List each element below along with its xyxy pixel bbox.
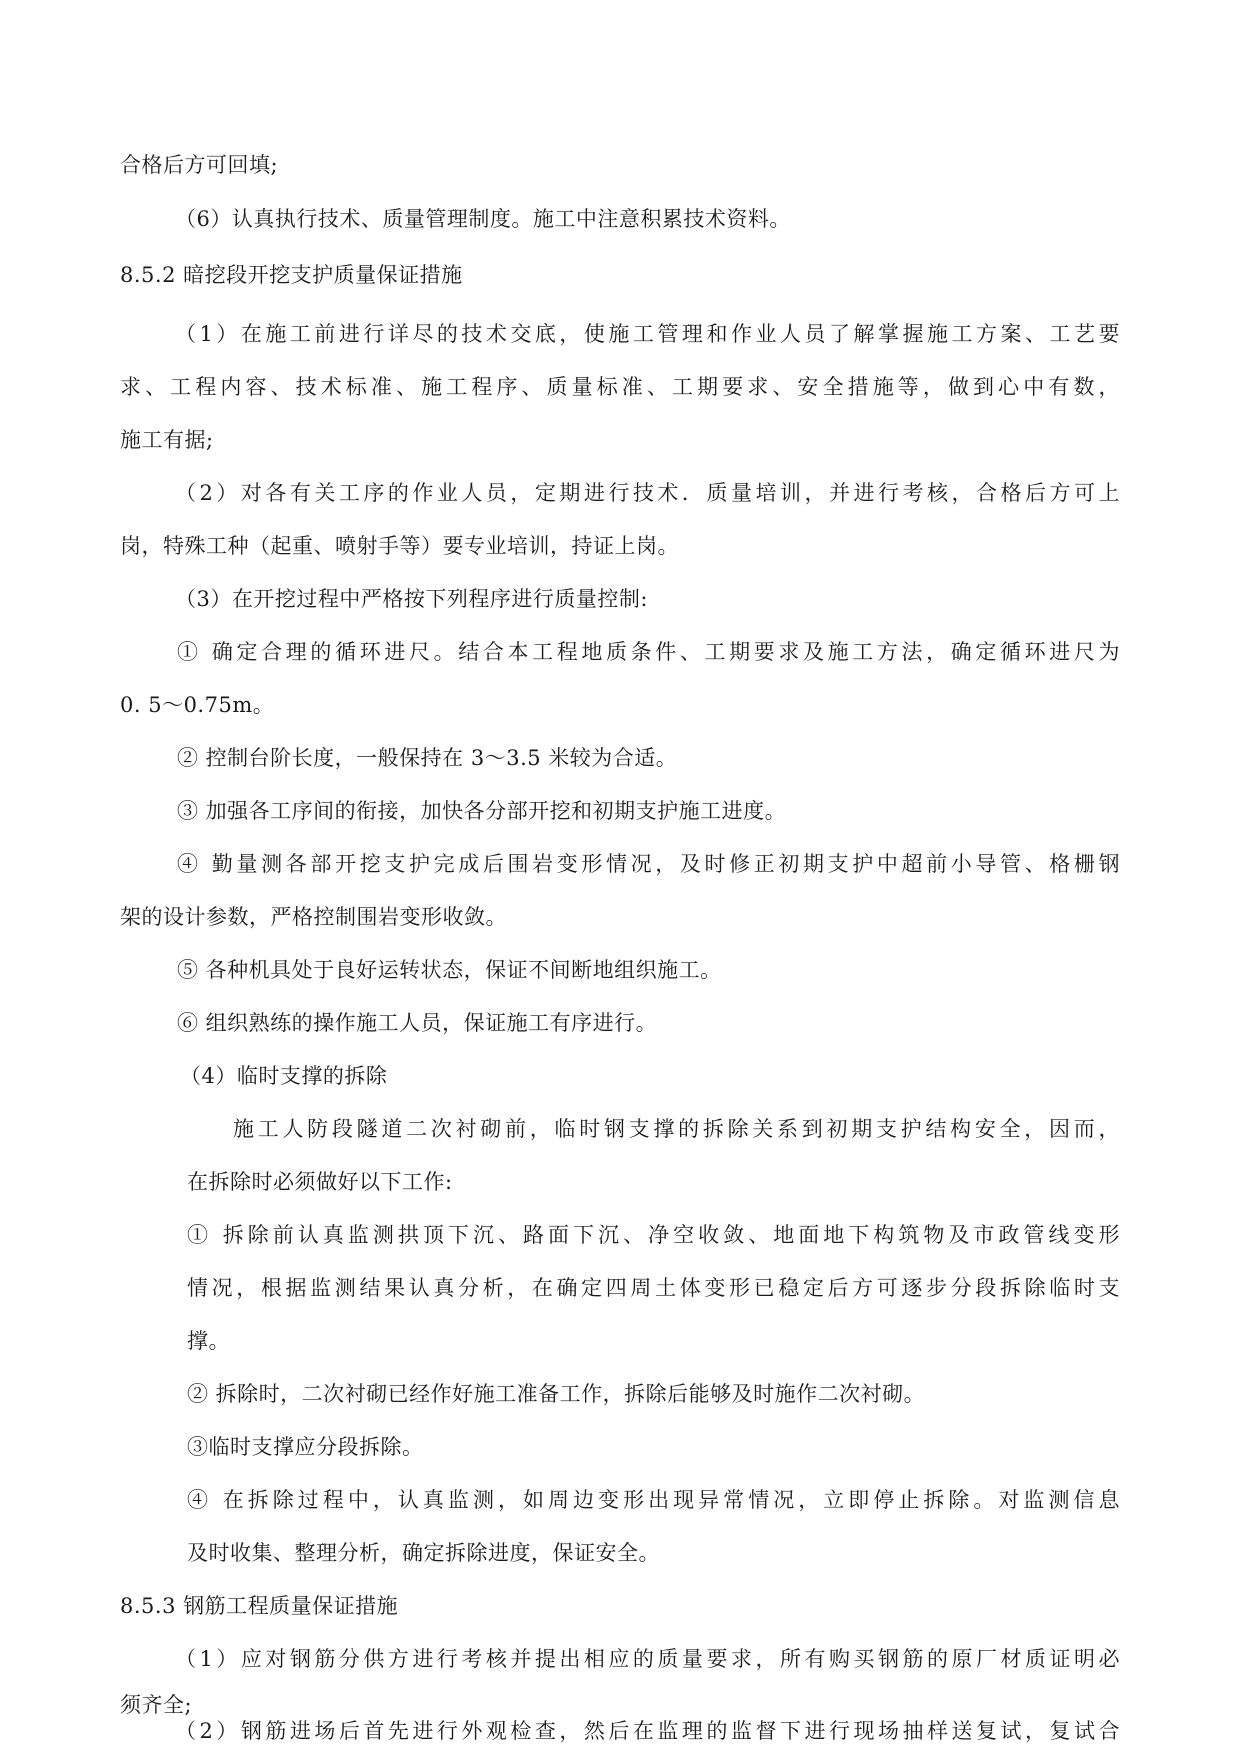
text-line-19: 施工人防段隧道二次衬砌前，临时钢支撑的拆除关系到初期支护结构安全，因而， — [233, 1117, 1120, 1141]
text-line-29: （1）应对钢筋分供方进行考核并提出相应的质量要求，所有购买钢筋的原厂材质证明必 — [175, 1647, 1120, 1671]
text-line-24: ② 拆除时，二次衬砌已经作好施工准备工作，拆除后能够及时施作二次衬砌。 — [187, 1382, 926, 1406]
text-line-5: 求、工程内容、技术标准、施工程序、质量标准、工期要求、安全措施等，做到心中有数， — [120, 375, 1120, 399]
text-line-12: ② 控制台阶长度，一般保持在 3～3.5 米较为合适。 — [177, 746, 678, 770]
text-line-21: ① 拆除前认真监测拱顶下沉、路面下沉、净空收敛、地面地下构筑物及市政管线变形 — [187, 1223, 1120, 1247]
text-line-20: 在拆除时必须做好以下工作: — [187, 1170, 453, 1194]
text-line-26: ④ 在拆除过程中，认真监测，如周边变形出现异常情况，立即停止拆除。对监测信息 — [187, 1488, 1120, 1512]
text-line-2: （6）认真执行技术、质量管理制度。施工中注意积累技术资料。 — [175, 207, 791, 231]
text-line-7: （2）对各有关工序的作业人员，定期进行技术．质量培训，并进行考核，合格后方可上 — [175, 481, 1120, 505]
text-line-14: ④ 勤量测各部开挖支护完成后围岩变形情况，及时修正初期支护中超前小导管、格栅钢 — [177, 852, 1120, 876]
text-line-16: ⑤ 各种机具处于良好运转状态，保证不间断地组织施工。 — [177, 958, 722, 982]
text-line-17: ⑥ 组织熟练的操作施工人员，保证施工有序进行。 — [177, 1011, 658, 1035]
text-line-22: 情况，根据监测结果认真分析，在确定四周土体变形已稳定后方可逐步分段拆除临时支 — [187, 1276, 1120, 1300]
text-line-4: （1）在施工前进行详尽的技术交底，使施工管理和作业人员了解掌握施工方案、工艺要 — [175, 322, 1120, 346]
text-line-30: 须齐全; — [120, 1693, 193, 1717]
text-line-13: ③ 加强各工序间的衔接，加快各分部开挖和初期支护施工进度。 — [177, 799, 787, 823]
section-heading-8-5-2: 8.5.2 暗挖段开挖支护质量保证措施 — [120, 263, 463, 287]
text-line-10: ① 确定合理的循环进尺。结合本工程地质条件、工期要求及施工方法，确定循环进尺为 — [177, 640, 1120, 664]
text-line-15: 架的设计参数，严格控制围岩变形收敛。 — [120, 905, 507, 929]
text-line-1: 合格后方可回填; — [120, 153, 279, 177]
section-heading-8-5-3: 8.5.3 钢筋工程质量保证措施 — [120, 1594, 399, 1618]
text-line-23: 撑。 — [187, 1329, 230, 1353]
text-line-25: ③临时支撑应分段拆除。 — [187, 1435, 424, 1459]
text-line-18: （4）临时支撑的拆除 — [180, 1064, 388, 1088]
text-line-8: 岗，特殊工种（起重、喷射手等）要专业培训，持证上岗。 — [120, 534, 679, 558]
text-line-11: 0. 5～0.75m。 — [120, 693, 275, 717]
text-line-27: 及时收集、整理分析，确定拆除进度，保证安全。 — [187, 1541, 660, 1565]
text-line-9: （3）在开挖过程中严格按下列程序进行质量控制: — [175, 587, 648, 611]
text-line-6: 施工有据; — [120, 428, 214, 452]
text-line-31: （2）钢筋进场后首先进行外观检查，然后在监理的监督下进行现场抽样送复试，复试合 — [175, 1719, 1120, 1743]
